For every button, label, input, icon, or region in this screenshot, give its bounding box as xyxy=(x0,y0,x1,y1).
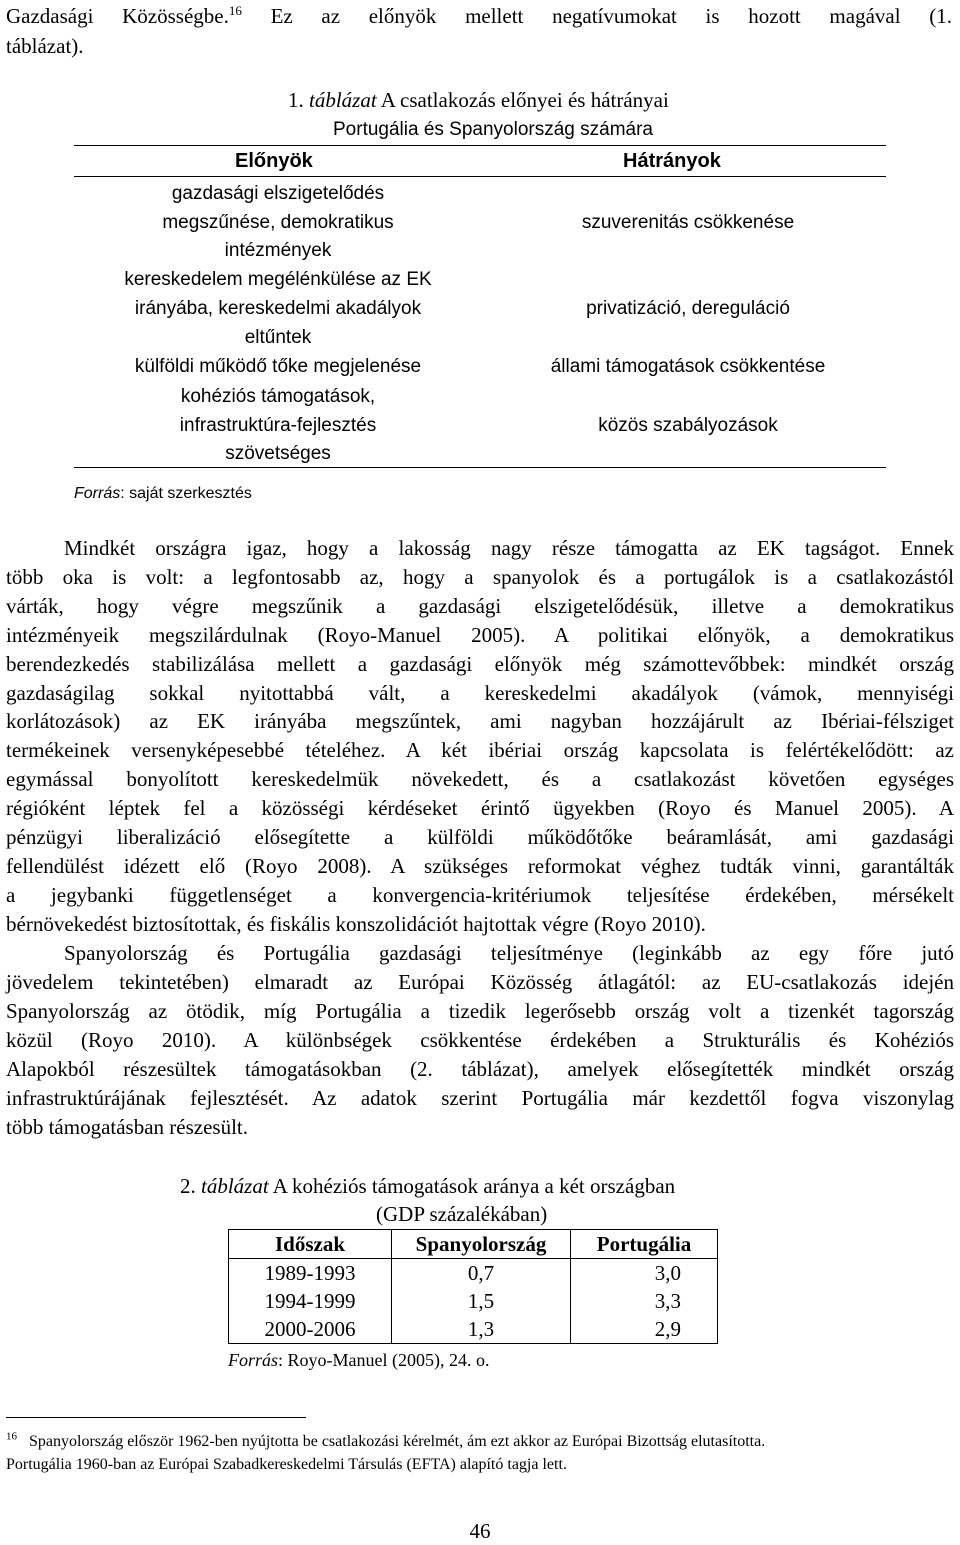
intro-text-b: Ez az előnyök mellett negatívumokat is hozott magával (1. xyxy=(270,4,952,28)
table-row xyxy=(229,1315,718,1344)
table1-title xyxy=(288,90,669,111)
table2-title-num: 2. xyxy=(180,1174,196,1198)
body-line-15: Spanyolország és Portugália gazdasági teljesítménye (leginkább az egy főre jutó xyxy=(64,941,954,965)
table1-bottom-rule xyxy=(74,467,886,468)
table2-header-spain: Spanyolország xyxy=(392,1230,571,1259)
table2-cell-spain: 1,3 xyxy=(392,1315,571,1344)
table2-header-portugal: Portugália xyxy=(571,1230,718,1259)
table1-row-1-left-line-2: megszűnése, demokratikus xyxy=(162,212,394,233)
body-line-19: Alapokból részesültek támogatásokban (2. táblázat), amelyek elősegítették mindkét ország xyxy=(6,1057,954,1081)
table2 xyxy=(228,1229,718,1344)
table1-row-1-left-line-1: gazdasági elszigetelődés xyxy=(171,183,385,204)
intro-line-1 xyxy=(6,3,952,28)
body-line-5: berendezkedés stabilizálása mellett a gazdasági előnyök még számottevőbbek: mindkét ország xyxy=(6,652,954,676)
table2-cell-period: 2000-2006 xyxy=(229,1315,392,1344)
body-line-6: gazdaságilag sokkal nyitottabbá vált, a kereskedelmi akadályok (vámok, mennyiségi xyxy=(6,681,954,705)
table1-top-rule xyxy=(74,145,886,146)
table2-cell-spain: 0,7 xyxy=(392,1259,571,1288)
table1-row-2-right: privatizáció, dereguláció xyxy=(586,298,790,319)
table1-source-label: Forrás xyxy=(74,485,121,502)
footnote-line-1 xyxy=(6,1430,766,1450)
table2-cell-spain: 1,5 xyxy=(392,1287,571,1315)
table2-cell-period: 1994-1999 xyxy=(229,1287,392,1315)
body-line-2: több oka is volt: a legfontosabb az, hogy a spanyolok és a portugálok is a csatlakozástól xyxy=(6,565,954,589)
table1-header-left: Előnyök xyxy=(235,150,313,172)
body-line-9: egymással bonyolított kereskedelmük növekedett, és a csatlakozást követően egységes xyxy=(6,767,954,791)
body-line-20: infrastruktúrájának fejlesztését. Az adatok szerint Portugália már kezdettől fogva viszonylag xyxy=(6,1086,954,1110)
body-line-18: közül (Royo 2010). A különbségek csökkentése érdekében a Strukturális és Kohéziós xyxy=(6,1028,954,1052)
table-row xyxy=(229,1259,718,1288)
intro-line-2: táblázat). xyxy=(6,34,84,58)
body-line-7: korlátozások) az EK irányába megszűntek, ami nagyban hozzájárult az Ibériai-félsziget xyxy=(6,709,954,733)
footnote-separator xyxy=(6,1417,306,1418)
body-line-3: várták, hogy végre megszűnik a gazdasági elszigetelődésük, illetve a demokratikus xyxy=(6,594,954,618)
table1-row-4-right: közös szabályozások xyxy=(598,415,778,436)
intro-text-a: Gazdasági Közösségbe. xyxy=(6,4,229,28)
table1-row-3-right: állami támogatások csökkentése xyxy=(550,356,826,377)
table2-header-row xyxy=(229,1230,718,1259)
table1-row-4-left-line-2: infrastruktúra-fejlesztés xyxy=(179,415,377,436)
table1-row-1-left-line-3: intézmények xyxy=(224,240,332,261)
body-line-21: több támogatásban részesült. xyxy=(6,1115,249,1139)
table2-title-label: táblázat xyxy=(201,1174,269,1198)
page-number: 46 xyxy=(469,1519,491,1543)
body-line-14: bérnövekedést biztosítottak, és fiskális konszolidációt hajtottak végre (Royo 2010). xyxy=(6,912,706,936)
table1-row-2-left-line-2: irányába, kereskedelmi akadályok xyxy=(134,298,422,319)
table1-header-rule xyxy=(74,176,886,177)
table2-title xyxy=(180,1176,675,1197)
table1-row-2-left-line-1: kereskedelem megélénkülése az EK xyxy=(124,269,432,290)
body-line-1: Mindkét országra igaz, hogy a lakosság nagy része támogatta az EK tagságot. Ennek xyxy=(64,536,954,560)
table1-source-text: : saját szerkesztés xyxy=(120,485,252,502)
body-line-12: fellendülést idézett elő (Royo 2008). A szükséges reformokat véghez tudták vinni, garantálták xyxy=(6,854,954,878)
table2-title-rest: A kohéziós támogatások aránya a két országban xyxy=(272,1174,676,1198)
footnote-number: 16 xyxy=(6,1430,17,1443)
table2-source-label: Forrás xyxy=(228,1350,279,1370)
table2-source-text: : Royo-Manuel (2005), 24. o. xyxy=(278,1350,490,1370)
body-line-17: Spanyolország az ötödik, míg Portugália a tizedik legerősebb ország volt a tizenkét tagország xyxy=(6,999,954,1023)
table1-row-1-right: szuverenitás csökkenése xyxy=(581,212,795,233)
table1-row-4-left-line-1: kohéziós támogatások, xyxy=(180,386,376,407)
footnote-text-1: Spanyolország először 1962-ben nyújtotta be csatlakozási kérelmét, ám ezt akkor az Európai Bizottság elutasította. xyxy=(29,1433,766,1450)
table2-source xyxy=(228,1351,490,1369)
body-line-8: termékeinek versenyképesebbé tételéhez. A két ibériai ország kapcsolata is felértékelődött: az xyxy=(6,738,954,762)
table2-cell-portugal: 2,9 xyxy=(571,1315,718,1344)
body-line-13: a jegybanki függetlenséget a konvergencia-kritériumok teljesítése érdekében, mérsékelt xyxy=(6,883,954,907)
table1-row-2-left-line-3: eltűntek xyxy=(244,327,312,348)
table1-source xyxy=(74,486,252,502)
table-row xyxy=(229,1287,718,1315)
footnote-line-2: Portugália 1960-ban az Európai Szabadkereskedelmi Társulás (EFTA) alapító tagja lett. xyxy=(6,1456,567,1473)
table1-row-3-left-line-1: külföldi működő tőke megjelenése xyxy=(134,356,422,377)
body-line-10: régióként léptek fel a közösségi kérdéseket érintő ügyekben (Royo és Manuel 2005). A xyxy=(6,796,954,820)
footnote-ref[interactable]: 16 xyxy=(228,3,242,18)
table1-header-right: Hátrányok xyxy=(623,150,721,172)
table1-subtitle: Portugália és Spanyolország számára xyxy=(333,119,654,140)
body-line-4: intézményeik megszilárdulnak (Royo-Manuel 2005). A politikai előnyök, a demokratikus xyxy=(6,623,954,647)
table1-title-rest: A csatlakozás előnyei és hátrányai xyxy=(380,88,669,112)
table1-title-num: 1. xyxy=(288,88,304,112)
table2-cell-portugal: 3,3 xyxy=(571,1287,718,1315)
table2-header-period: Időszak xyxy=(229,1230,392,1259)
table1-row-4-left-line-3: szövetséges xyxy=(225,443,331,464)
body-line-11: pénzügyi liberalizáció elősegítette a külföldi működőtőke beáramlását, ami gazdasági xyxy=(6,825,954,849)
table2-subtitle: (GDP százalékában) xyxy=(376,1202,548,1226)
table2-cell-period: 1989-1993 xyxy=(229,1259,392,1288)
body-line-16: jövedelem tekintetében) elmaradt az Európai Közösség átlagától: az EU-csatlakozás idején xyxy=(6,970,954,994)
table2-cell-portugal: 3,0 xyxy=(571,1259,718,1288)
table1-title-label: táblázat xyxy=(309,88,377,112)
